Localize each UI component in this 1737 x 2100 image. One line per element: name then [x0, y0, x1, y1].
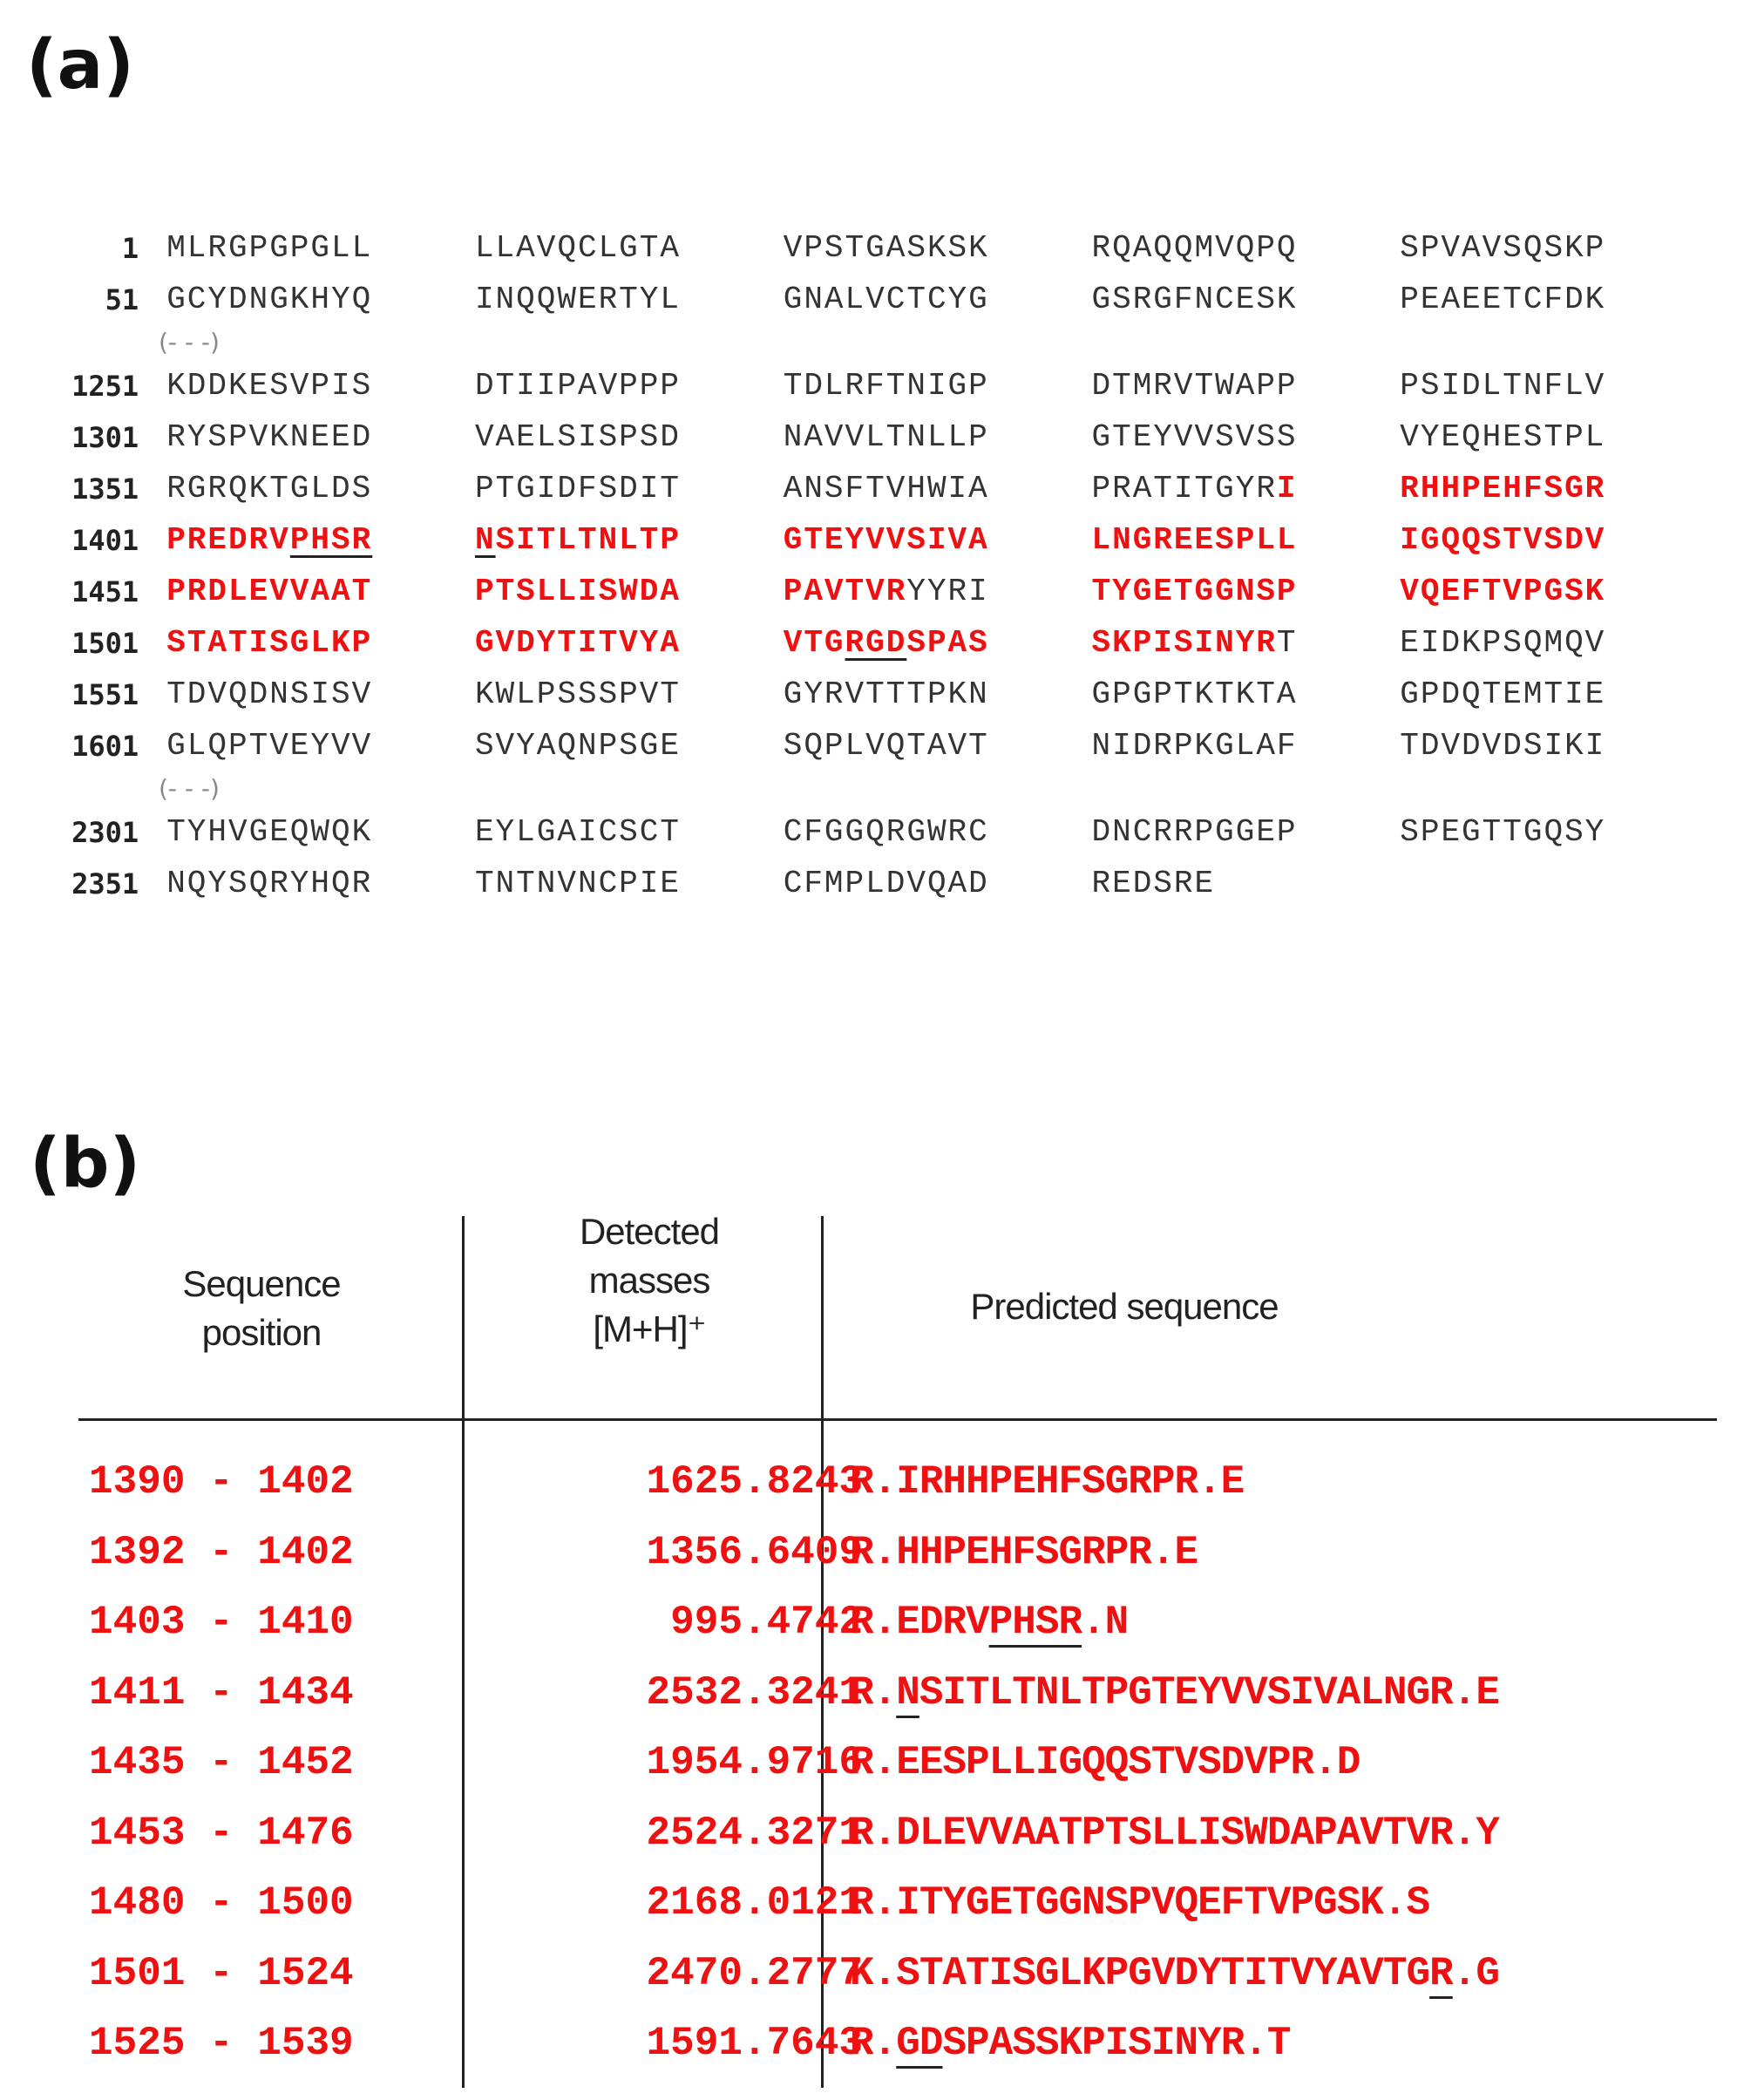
table-row: [78, 1447, 1717, 1517]
sequence-segment: PREDRV: [166, 522, 290, 558]
detected-mass-cell: 1954.9716: [646, 1740, 863, 1785]
sequence-segment: VPSTGASKSK: [783, 230, 989, 266]
residue-group: [475, 419, 784, 455]
residue-group: [1091, 419, 1400, 455]
residue-number: 2351: [71, 867, 139, 900]
sequence-segment: GCYDNGKHYQ: [166, 282, 373, 317]
sequence-listing: [26, 222, 1708, 909]
residue-number: 1501: [71, 626, 139, 660]
residue-group: [166, 282, 475, 317]
sequence-segment: PRATITGYR: [1091, 471, 1277, 506]
residue-group: [1400, 419, 1708, 455]
residue-group: [1091, 230, 1400, 266]
residue-group: [784, 676, 1092, 712]
residue-group: [1400, 368, 1708, 404]
predicted-sequence-cell: [850, 1939, 1721, 2008]
omitted-sequence-marker: (- - -): [159, 328, 220, 357]
residue-group: [1091, 282, 1400, 317]
residue-group: [1400, 471, 1708, 506]
sequence-segment: I: [1276, 471, 1298, 506]
sequence-row: [26, 858, 1708, 909]
sequence-segment: DTMRVTWAPP: [1091, 368, 1298, 404]
residue-group: [475, 522, 784, 558]
residue-group: [784, 368, 1092, 404]
residue-group: [166, 522, 475, 558]
sequence-segment: SPASSKPISINYR.T: [942, 2021, 1291, 2066]
sequence-segment: IGQQSTVSDV: [1400, 522, 1606, 558]
predicted-sequence-cell: [850, 1518, 1721, 1587]
sequence-segment: RYSPVKNEED: [166, 419, 373, 455]
residue-group: [475, 866, 784, 901]
sequence-segment: PAVTVR: [783, 574, 907, 609]
detected-mass-cell: 2168.0121: [646, 1880, 863, 1926]
residue-group: [784, 230, 1092, 266]
residue-group: [784, 866, 1092, 901]
sequence-position-cell: 1480 - 1500: [89, 1880, 354, 1926]
omitted-sequence-marker: (- - -): [159, 774, 220, 803]
detected-mass-cell: 2470.2777: [646, 1950, 863, 1996]
residue-group: [475, 728, 784, 764]
predicted-sequence-cell: [850, 1798, 1721, 1868]
header-detected-masses: Detected masses [M+H]⁺: [579, 1211, 720, 1349]
residue-group: [475, 814, 784, 850]
residue-group: [1091, 814, 1400, 850]
residue-group: [1400, 574, 1708, 609]
residue-group: [475, 676, 784, 712]
detected-mass-cell: 1625.8243: [646, 1459, 863, 1505]
sequence-segment: SPEGTTGQSY: [1400, 814, 1606, 850]
sequence-segment: VQEFTVPGSK: [1400, 574, 1606, 609]
residue-group: [1091, 728, 1400, 764]
sequence-segment: NQYSQRYHQR: [166, 866, 373, 901]
predicted-sequence-cell: [850, 1728, 1721, 1798]
predicted-sequence-cell: [850, 1658, 1721, 1728]
residue-number: 1601: [71, 729, 139, 763]
residue-number: 1401: [71, 523, 139, 557]
detected-mass-cell: 2524.3271: [646, 1810, 863, 1856]
residue-group: [1400, 728, 1708, 764]
residue-group: [166, 814, 475, 850]
sequence-segment: TDVDVDSIKI: [1400, 728, 1606, 764]
sequence-segment: N: [896, 1669, 919, 1716]
table-row: [78, 1518, 1717, 1587]
panel-b-label: (b): [30, 1125, 141, 1203]
table-row: [78, 1868, 1717, 1938]
sequence-segment: R.EESPLLIGQQSTVSDVPR.D: [850, 1740, 1360, 1785]
residue-number: 1351: [71, 472, 139, 506]
sequence-segment: EYLGAICSCT: [474, 814, 681, 850]
detected-mass-cell: 2532.3241: [646, 1669, 863, 1716]
sequence-segment: R.DLEVVAATPTSLLISWDAPAVTVR.Y: [850, 1810, 1499, 1856]
sequence-segment: TYHVGEQWQK: [166, 814, 373, 850]
sequence-segment: SKPISINYR: [1091, 625, 1277, 661]
predicted-sequence-cell: [850, 1587, 1721, 1657]
residue-number: 1451: [71, 574, 139, 608]
residue-group: [475, 368, 784, 404]
sequence-segment: ANSFTVHWIA: [783, 471, 989, 506]
table-row: [78, 1728, 1717, 1798]
header-sequence-position: Sequence position: [182, 1263, 341, 1353]
sequence-segment: EIDKPSQMQV: [1400, 625, 1606, 661]
sequence-segment: PHSR: [289, 522, 373, 558]
sequence-segment: REDSRE: [1091, 866, 1216, 901]
sequence-segment: PHSR: [988, 1600, 1082, 1645]
sequence-segment: TDLRFTNIGP: [783, 368, 989, 404]
sequence-position-cell: 1453 - 1476: [89, 1810, 354, 1856]
sequence-segment: VTG: [783, 625, 845, 661]
residue-group: [1400, 522, 1708, 558]
sequence-segment: T: [1276, 625, 1298, 661]
sequence-segment: SITLTNLTPGTEYVVSIVALNGR.E: [919, 1669, 1499, 1716]
sequence-segment: SVYAQNPSGE: [474, 728, 681, 764]
sequence-segment: TYGETGGNSP: [1091, 574, 1298, 609]
sequence-segment: LLAVQCLGTA: [474, 230, 681, 266]
residue-group: [784, 419, 1092, 455]
sequence-segment: DTIIPAVPPP: [474, 368, 681, 404]
table-row: [78, 1658, 1717, 1728]
sequence-segment: RGD: [845, 625, 907, 661]
panel-a-label: (a): [26, 26, 134, 105]
residue-group: [1091, 676, 1400, 712]
residue-group: [166, 574, 475, 609]
sequence-segment: KWLPSSSPVT: [474, 676, 681, 712]
table-row: [78, 1798, 1717, 1868]
sequence-segment: NAVVLTNLLP: [783, 419, 989, 455]
sequence-segment: RHHPEHFSGR: [1400, 471, 1606, 506]
residue-group: [166, 625, 475, 661]
sequence-position-cell: 1411 - 1434: [89, 1669, 354, 1716]
sequence-position-cell: 1392 - 1402: [89, 1529, 354, 1575]
residue-group: [166, 368, 475, 404]
sequence-row: [26, 806, 1708, 858]
sequence-segment: GLQPTVEYVV: [166, 728, 373, 764]
sequence-segment: RGRQKTGLDS: [166, 471, 373, 506]
sequence-segment: .G: [1452, 1950, 1499, 1996]
residue-group: [784, 471, 1092, 506]
sequence-row: [26, 669, 1708, 720]
table-row: [78, 1587, 1717, 1657]
sequence-segment: CFGGQRGWRC: [783, 814, 989, 850]
sequence-position-cell: 1501 - 1524: [89, 1950, 354, 1996]
peptide-table: [78, 1207, 1717, 2088]
sequence-segment: LNGREESPLL: [1091, 522, 1298, 558]
header-predicted-sequence: Predicted sequence: [970, 1286, 1279, 1327]
residue-group: [1400, 230, 1708, 266]
residue-group: [784, 282, 1092, 317]
sequence-row: [26, 514, 1708, 566]
residue-group: [166, 676, 475, 712]
residue-number: 2301: [71, 815, 139, 849]
residue-group: [1400, 676, 1708, 712]
residue-group: [475, 230, 784, 266]
sequence-position-cell: 1403 - 1410: [89, 1600, 354, 1645]
residue-group: [166, 728, 475, 764]
residue-group: [1091, 574, 1400, 609]
sequence-segment: GTEYVVSVSS: [1091, 419, 1298, 455]
residue-group: [475, 282, 784, 317]
residue-group: [1400, 625, 1708, 661]
residue-group: [1400, 814, 1708, 850]
residue-group: [475, 625, 784, 661]
sequence-segment: STATISGLKP: [166, 625, 373, 661]
sequence-row: [26, 463, 1708, 514]
sequence-segment: .N: [1082, 1600, 1129, 1645]
sequence-row: [26, 274, 1708, 325]
residue-group: [1091, 522, 1400, 558]
residue-number: 1551: [71, 677, 139, 711]
residue-group: [784, 522, 1092, 558]
sequence-segment: R.EDRV: [850, 1600, 989, 1645]
sequence-segment: TNTNVNCPIE: [474, 866, 681, 901]
residue-group: [1091, 471, 1400, 506]
sequence-position-cell: 1435 - 1452: [89, 1740, 354, 1785]
sequence-row: [26, 360, 1708, 411]
sequence-row: [26, 617, 1708, 669]
sequence-segment: GD: [896, 2021, 943, 2066]
residue-group: [475, 574, 784, 609]
residue-group: [475, 471, 784, 506]
residue-group: [1091, 625, 1400, 661]
sequence-segment: PTGIDFSDIT: [474, 471, 681, 506]
sequence-position-cell: 1525 - 1539: [89, 2021, 354, 2066]
sequence-segment: R.ITYGETGGNSPVQEFTVPGSK.S: [850, 1880, 1430, 1926]
sequence-segment: GTEYVVSIVA: [783, 522, 989, 558]
sequence-segment: GPGPTKTKTA: [1091, 676, 1298, 712]
sequence-segment: GSRGFNCESK: [1091, 282, 1298, 317]
sequence-segment: R.HHPEHFSGRPR.E: [850, 1529, 1198, 1575]
predicted-sequence-cell: [850, 2008, 1721, 2078]
sequence-segment: VYEQHESTPL: [1400, 419, 1606, 455]
sequence-segment: SPVAVSQSKP: [1400, 230, 1606, 266]
sequence-segment: MLRGPGPGLL: [166, 230, 373, 266]
sequence-segment: PEAEETCFDK: [1400, 282, 1606, 317]
residue-group: [1091, 866, 1400, 901]
sequence-segment: TDVQDNSISV: [166, 676, 373, 712]
sequence-segment: SQPLVQTAVT: [783, 728, 989, 764]
sequence-segment: SITLTNLTP: [495, 522, 681, 558]
sequence-segment: R.IRHHPEHFSGRPR.E: [850, 1459, 1245, 1505]
header-divider: [78, 1418, 1717, 1421]
residue-number: 1301: [71, 420, 139, 454]
sequence-row: [26, 222, 1708, 274]
sequence-segment: KDDKESVPIS: [166, 368, 373, 404]
predicted-sequence-cell: [850, 1447, 1721, 1517]
sequence-segment: INQQWERTYL: [474, 282, 681, 317]
detected-mass-cell: 995.4742: [670, 1600, 863, 1645]
residue-group: [784, 574, 1092, 609]
residue-group: [784, 814, 1092, 850]
sequence-segment: DNCRRPGGEP: [1091, 814, 1298, 850]
residue-group: [1400, 282, 1708, 317]
residue-group: [166, 230, 475, 266]
sequence-segment: GVDYTITVYA: [474, 625, 681, 661]
sequence-segment: SPAS: [906, 625, 989, 661]
sequence-position-cell: 1390 - 1402: [89, 1459, 354, 1505]
sequence-segment: PTSLLISWDA: [474, 574, 681, 609]
sequence-row: [26, 411, 1708, 463]
residue-group: [1091, 368, 1400, 404]
table-row: [78, 1939, 1717, 2008]
sequence-segment: RQAQQMVQPQ: [1091, 230, 1298, 266]
sequence-segment: PSIDLTNFLV: [1400, 368, 1606, 404]
sequence-segment: YYRI: [906, 574, 989, 609]
residue-group: [166, 419, 475, 455]
sequence-segment: K.STATISGLKPGVDYTITVYAVTG: [850, 1950, 1430, 1996]
sequence-segment: N: [474, 522, 496, 558]
residue-group: [166, 471, 475, 506]
residue-number: 51: [105, 282, 139, 316]
residue-group: [784, 625, 1092, 661]
sequence-segment: R.: [850, 2021, 897, 2066]
residue-group: [784, 728, 1092, 764]
sequence-segment: CFMPLDVQAD: [783, 866, 989, 901]
sequence-segment: VAELSISPSD: [474, 419, 681, 455]
sequence-segment: NIDRPKGLAF: [1091, 728, 1298, 764]
detected-mass-cell: 1591.7643: [646, 2021, 863, 2066]
residue-number: 1: [121, 231, 139, 265]
sequence-segment: GYRVTTTPKN: [783, 676, 989, 712]
table-row: [78, 2008, 1717, 2078]
sequence-segment: PRDLEVVAAT: [166, 574, 373, 609]
residue-number: 1251: [71, 369, 139, 403]
sequence-segment: GNALVCTCYG: [783, 282, 989, 317]
sequence-row: [26, 566, 1708, 617]
sequence-segment: R: [1429, 1950, 1453, 1996]
detected-mass-cell: 1356.6409: [646, 1529, 863, 1575]
residue-group: [166, 866, 475, 901]
sequence-segment: GPDQTEMTIE: [1400, 676, 1606, 712]
predicted-sequence-cell: [850, 1868, 1721, 1938]
sequence-segment: R.: [850, 1669, 897, 1716]
sequence-row: [26, 720, 1708, 771]
